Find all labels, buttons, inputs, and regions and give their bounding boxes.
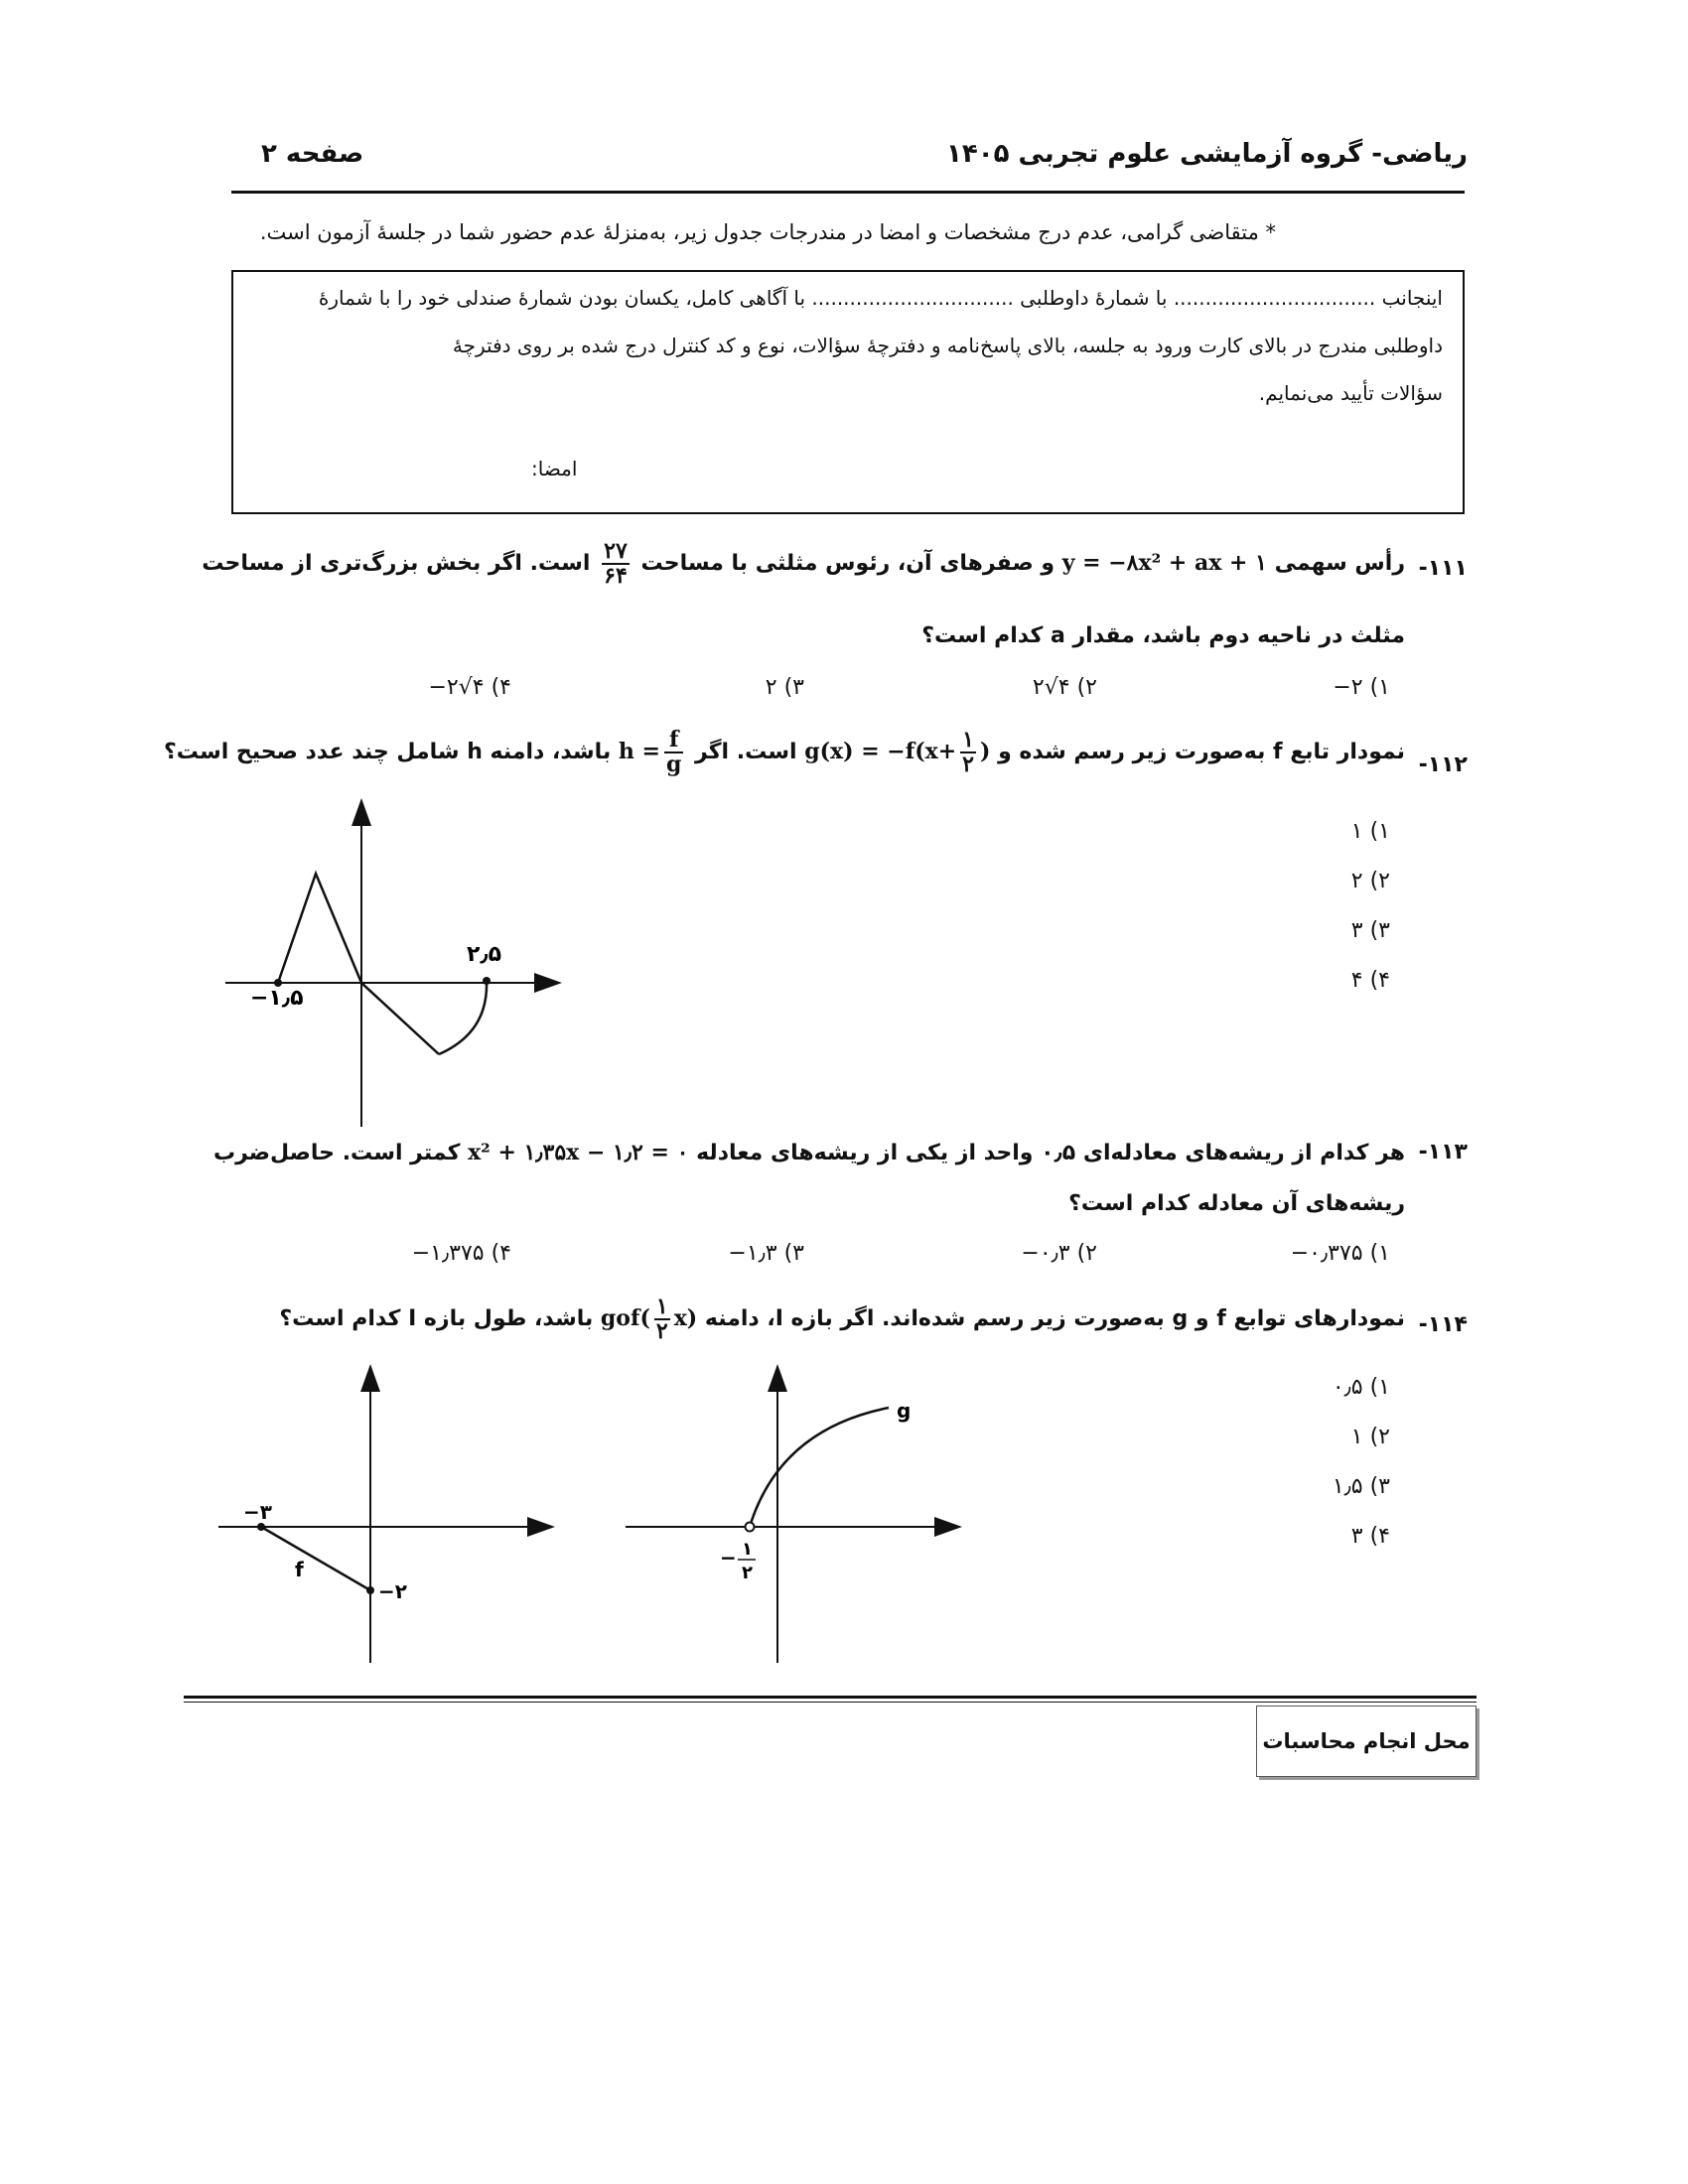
question-text-part: رأس سهمی <box>1274 551 1405 577</box>
footer-divider <box>184 1696 1477 1699</box>
option-3[interactable]: ۳) ۳ <box>1350 918 1390 943</box>
function-label: g <box>897 1399 912 1423</box>
fraction-numerator: f <box>664 729 683 753</box>
tick-label: −۳ <box>243 1500 272 1524</box>
option-1[interactable]: ۱) ۰٫۳۷۵− <box>1290 1241 1390 1266</box>
area-fraction <box>602 540 630 588</box>
question-text <box>279 1296 1405 1343</box>
question-text-part: است. اگر <box>695 740 797 765</box>
option-1[interactable]: ۱) ۰٫۵ <box>1332 1375 1390 1400</box>
tick-label: − <box>720 1546 737 1570</box>
fraction-numerator: ۱ <box>962 727 974 752</box>
option-1[interactable]: ۱) ۲− <box>1333 675 1390 700</box>
graph-f-q114 <box>213 1360 561 1668</box>
option-2[interactable]: ۲) ۴√۲ <box>1032 675 1097 700</box>
question-text-part: کمتر است. حاصل‌ضرب <box>212 1141 461 1165</box>
composition-end: x) <box>673 1305 698 1332</box>
question-text-line-2: ریشه‌های آن معادله کدام است؟ <box>1068 1191 1405 1216</box>
composition-start: gof( <box>600 1305 650 1332</box>
notice-text: * متقاضی گرامی، عدم درج مشخصات و امضا در مندرجات جدول زیر، به‌منزلهٔ عدم حضور شما در جلسهٔ آزمون است. <box>259 220 1276 244</box>
endpoint <box>366 1586 374 1594</box>
f-line <box>261 1527 370 1590</box>
fraction-denominator: ۲ <box>742 1563 753 1583</box>
id-box-line-1: اینجانب ................................ با شمارهٔ داوطلبی ................................ با آگاهی کامل، یکسان بودن شمارهٔ صندلی خود را با شمارهٔ <box>318 286 1443 310</box>
endpoint <box>483 977 491 985</box>
graph-f-q112 <box>220 794 568 1132</box>
question-text-part: و صفرهای آن، رئوس مثلثی با مساحت <box>640 551 1055 577</box>
option-2[interactable]: ۲) ۰٫۳− <box>1021 1241 1097 1266</box>
question-text <box>213 1140 1405 1165</box>
open-endpoint <box>746 1523 755 1532</box>
question-number: ۱۱۲- <box>1418 752 1468 777</box>
tick-label: −۲ <box>378 1579 407 1603</box>
composition-fraction <box>654 1296 670 1343</box>
question-text-part: نمودارهای توابع f و g به‌صورت زیر رسم شده‌اند. اگر بازه I، دامنه <box>704 1306 1405 1332</box>
fraction-denominator: ۲ <box>655 1318 668 1345</box>
option-3[interactable]: ۳) ۱٫۳− <box>728 1241 804 1266</box>
g-fraction <box>960 729 976 776</box>
composition-formula <box>600 1294 698 1345</box>
option-2[interactable]: ۲) ۲ <box>1350 869 1390 893</box>
g-formula-end: ) <box>980 739 991 765</box>
option-1[interactable]: ۱) ۱ <box>1350 819 1390 844</box>
fraction-numerator: ۱ <box>655 1294 668 1319</box>
question-number: ۱۱۳- <box>1418 1140 1468 1164</box>
option-3[interactable]: ۳) ۱٫۵ <box>1332 1474 1390 1499</box>
question-text <box>202 540 1405 588</box>
signature-label: امضا: <box>531 457 578 480</box>
id-box-line-2: داوطلبی مندرج در بالای کارت ورود به جلسه، بالای پاسخ‌نامه و دفترچهٔ سؤالات، نوع و کد کنترل درج شده بر روی دفترچهٔ <box>452 334 1443 357</box>
tick-label: −۱٫۵ <box>250 986 304 1011</box>
h-fraction <box>664 729 683 776</box>
fraction-numerator: ۲۷ <box>604 538 628 564</box>
tick-label: ۲٫۵ <box>467 942 502 967</box>
question-text-part: نمودار تابع f به‌صورت زیر رسم شده و <box>998 740 1405 765</box>
f-curve <box>278 874 439 1054</box>
h-formula-start: h = <box>618 739 660 765</box>
h-formula <box>618 727 687 778</box>
question-text-line-2: مثلث در ناحیه دوم باشد، مقدار a کدام است؟ <box>921 623 1405 648</box>
fraction-denominator: ۶۴ <box>604 563 628 590</box>
question-number: ۱۱۴- <box>1418 1312 1468 1337</box>
header-divider <box>231 191 1465 194</box>
candidate-id-box <box>231 270 1465 514</box>
equation-formula: x² + ۱٫۳۵x − ۱٫۲ = ۰ <box>468 1140 689 1165</box>
option-4[interactable]: ۴) ۴ <box>1350 968 1390 993</box>
question-text-part: است. اگر بخش بزرگ‌تری از مساحت <box>202 551 591 577</box>
fraction-denominator: ۲ <box>962 751 974 778</box>
question-number: ۱۱۱- <box>1418 556 1468 581</box>
endpoint <box>257 1523 265 1531</box>
id-box-line-3: سؤالات تأیید می‌نمایم. <box>1258 381 1443 405</box>
option-2[interactable]: ۲) ۱ <box>1350 1425 1390 1449</box>
page-number: صفحه ۲ <box>261 139 364 169</box>
option-3[interactable]: ۳) ۲ <box>765 675 804 700</box>
g-formula <box>804 727 991 778</box>
graph-g-q114 <box>621 1360 968 1668</box>
option-4[interactable]: ۴) ۱٫۳۷۵− <box>411 1241 511 1266</box>
calculation-area-label: محل انجام محاسبات <box>1256 1706 1477 1777</box>
question-text-part: باشد، طول بازه I کدام است؟ <box>279 1306 594 1332</box>
parabola-formula: y = −۸x² + ax + ۱ <box>1061 550 1267 577</box>
g-curve <box>750 1408 889 1527</box>
option-4[interactable]: ۴) ۳ <box>1350 1524 1390 1549</box>
header-title: ریاضی- گروه آزمایشی علوم تجربی ۱۴۰۵ <box>946 139 1468 169</box>
fraction-denominator: g <box>665 751 682 778</box>
f-curve-arc <box>439 981 487 1054</box>
function-label: f <box>295 1558 304 1581</box>
footer-divider-thin <box>184 1702 1477 1703</box>
question-text-part: هر کدام از ریشه‌های معادله‌ای ۰٫۵ واحد از یکی از ریشه‌های معادله <box>696 1141 1405 1165</box>
option-4[interactable]: ۴) ۴√۲− <box>428 675 511 700</box>
g-formula-start: g(x) = −f(x+ <box>804 739 957 765</box>
question-text-part: باشد، دامنه h شامل چند عدد صحیح است؟ <box>164 740 612 765</box>
question-text <box>164 729 1405 776</box>
fraction-numerator: ۱ <box>742 1539 753 1560</box>
